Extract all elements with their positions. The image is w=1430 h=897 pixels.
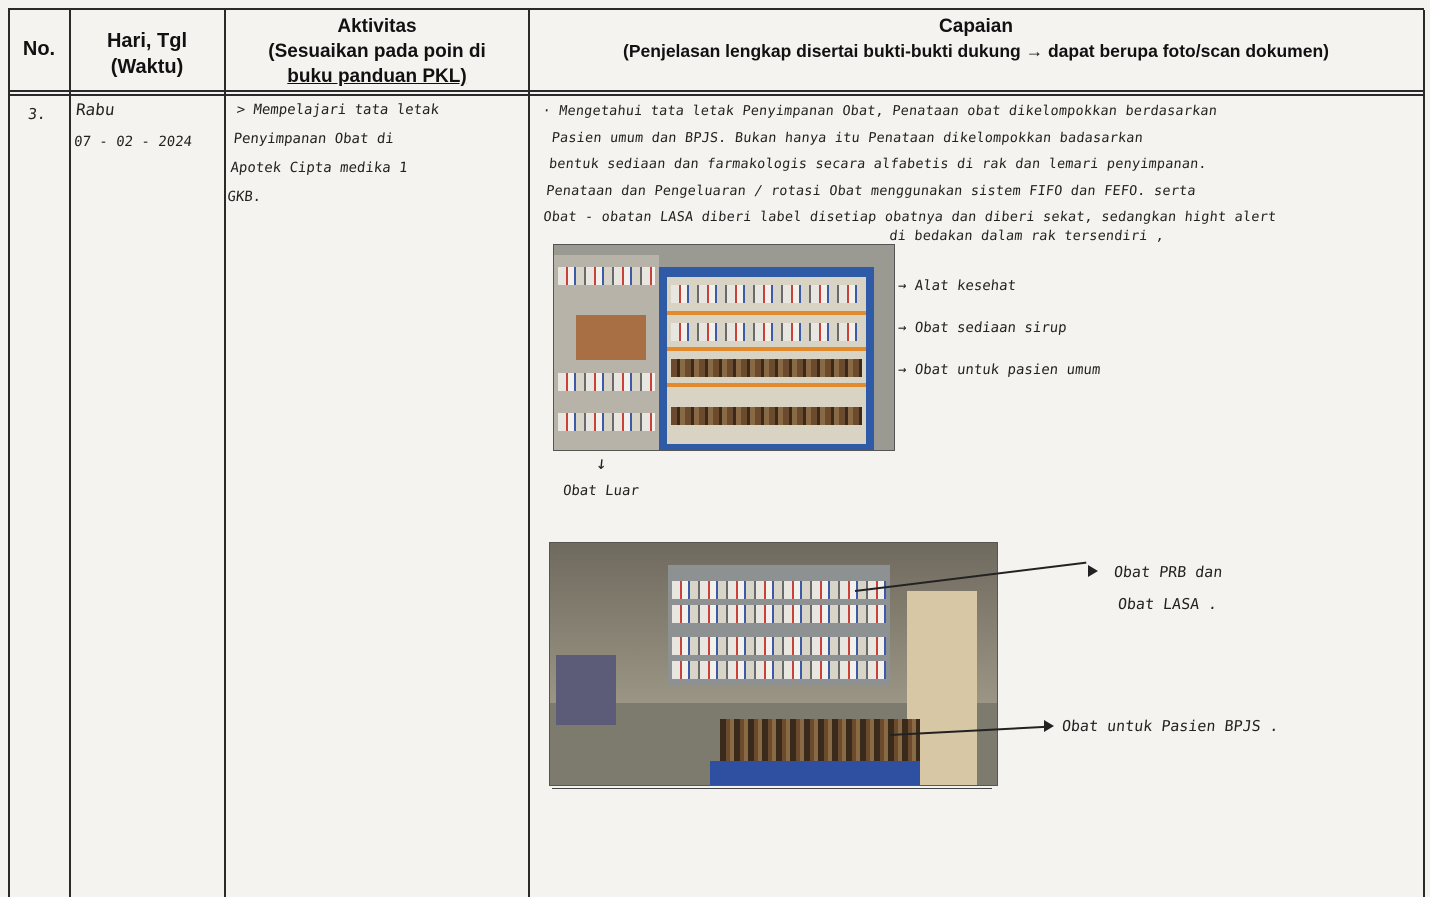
row-tanggal: 07 - 02 - 2024 <box>73 134 193 150</box>
header-capaian <box>532 14 1420 64</box>
capaian-line-1: · Mengetahui tata letak Penyimpanan Obat, Penataan obat dikelompokkan berdasarkan <box>541 103 1218 119</box>
photo2-box-row <box>672 605 886 623</box>
photo2-box-row <box>672 637 886 655</box>
capaian-line-6: di bedakan dalam rak tersendiri , <box>888 227 1166 244</box>
capaian-line-4: Penataan dan Pengeluaran / rotasi Obat menggunakan sistem FIFO dan FEFO. serta <box>545 182 1197 199</box>
photo1-down-arrow: ↓ <box>594 453 608 474</box>
photo2-underline <box>552 788 992 789</box>
col-border-left <box>8 10 10 897</box>
photo2-label-prb-line1: Obat PRB dan <box>1113 563 1224 581</box>
photo1-label-alat-kesehatan: → Alat kesehat <box>897 278 1017 294</box>
photo1-label-pasien-umum: → Obat untuk pasien umum <box>897 362 1102 378</box>
arrowhead-bpjs <box>1044 720 1054 732</box>
capaian-text <box>528 98 1289 249</box>
aktivitas-line-3: Apotek Cipta medika 1 <box>229 160 409 176</box>
header-hari <box>72 28 222 80</box>
photo1-box-row <box>671 323 862 341</box>
col-border-no <box>69 10 71 897</box>
row-hari: Rabu <box>75 100 116 119</box>
photo1-box-row <box>671 407 862 425</box>
photo1-box-row <box>558 373 655 391</box>
photo2-box-row <box>672 661 886 679</box>
col-border-hari <box>224 10 226 897</box>
photo1-cardboard-box <box>576 315 646 360</box>
photo2-label-bpjs: Obat untuk Pasien BPJS . <box>1061 717 1280 735</box>
arrowhead-prb <box>1088 565 1098 577</box>
header-aktivitas-line1: Aktivitas <box>337 16 417 37</box>
col-border-right <box>1423 10 1425 897</box>
capaian-line-2: Pasien umum dan BPJS. Bukan hanya itu Penataan dikelompokkan badasarkan <box>550 129 1144 146</box>
header-capaian-line2: (Penjelasan lengkap disertai bukti-bukti dukung → dapat berupa foto/scan dokumen) <box>623 41 1329 61</box>
photo-shelves-general <box>553 244 895 451</box>
photo1-label-obat-luar: Obat Luar <box>562 483 640 499</box>
photo-shelves-prb-bpjs <box>549 542 998 786</box>
photo2-left-drawers <box>556 655 616 725</box>
row-aktivitas <box>226 96 440 212</box>
photo1-orange-shelf <box>667 383 866 387</box>
photo1-orange-shelf <box>667 347 866 351</box>
photo1-orange-shelf <box>667 311 866 315</box>
header-aktivitas <box>228 14 526 89</box>
photo1-left-shelf <box>554 255 659 450</box>
header-bottom-border <box>8 90 1424 92</box>
photo1-label-sirup: → Obat sediaan sirup <box>897 320 1068 336</box>
capaian-line-5: Obat - obatan LASA diberi label disetiap obatnya dan diberi sekat, sedangkan hight alert <box>542 209 1278 225</box>
photo1-box-row <box>671 359 862 377</box>
header-hari-line1: Hari, Tgl <box>106 30 187 52</box>
table-top-border <box>8 8 1424 10</box>
header-no: No. <box>22 38 56 60</box>
photo1-box-row <box>558 413 655 431</box>
aktivitas-line-4: GKB. <box>226 189 263 205</box>
photo1-blue-rack <box>659 267 874 450</box>
row-number: 3. <box>27 105 48 123</box>
photo2-blue-base <box>710 761 920 785</box>
header-bottom-border-2 <box>8 94 1424 96</box>
photo2-label-prb-line2: Obat LASA . <box>1117 595 1219 613</box>
aktivitas-line-2: Penyimpanan Obat di <box>232 131 395 147</box>
photo1-box-row <box>671 285 862 303</box>
header-capaian-line1: Capaian <box>939 16 1013 37</box>
photo1-box-row <box>558 267 655 285</box>
aktivitas-line-1: > Mempelajari tata letak <box>235 102 440 118</box>
header-aktivitas-line2: (Sesuaikan pada poin di <box>268 41 486 62</box>
capaian-line-3: bentuk sediaan dan farmakologis secara alfabetis di rak dan lemari penyimpanan. <box>548 156 1208 172</box>
col-border-aktivitas <box>528 10 530 897</box>
header-hari-line2: (Waktu) <box>110 56 184 78</box>
photo2-metal-rack <box>668 565 890 685</box>
header-aktivitas-line3: buku panduan PKL) <box>287 66 467 87</box>
photo2-bottom-bins <box>720 719 920 763</box>
